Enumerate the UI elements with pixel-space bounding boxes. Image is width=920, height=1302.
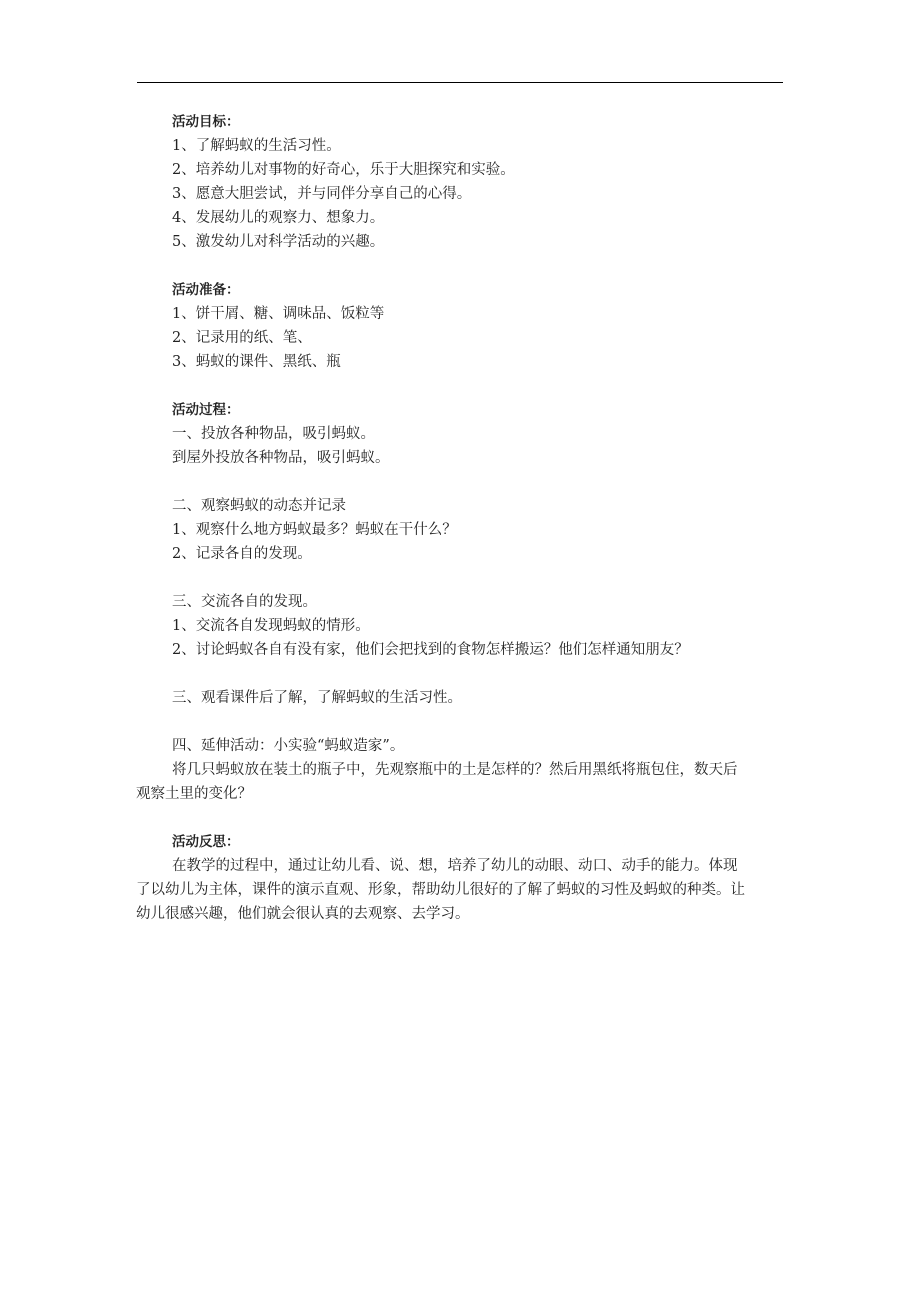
spacer bbox=[172, 806, 784, 830]
process-step-1-detail: 到屋外投放各种物品，吸引蚂蚁。 bbox=[172, 450, 390, 466]
process-step-3-title: 三、交流各自的发现。 bbox=[172, 594, 317, 610]
preparation-item-3: 3、蚂蚁的课件、黑纸、瓶 bbox=[172, 354, 341, 370]
reflection-paragraph: 在教学的过程中，通过让幼儿看、说、想，培养了幼儿的动眼、动口、动手的能力。体现了以幼儿为主体，课件的演示直观、形象，帮助幼儿很好的了解了蚂蚁的习性及蚂蚁的种类。让幼儿很感兴趣，他们就会很认真的去观察、去学习。 bbox=[136, 858, 745, 922]
goal-item-2: 2、培养幼儿对事物的好奇心，乐于大胆探究和实验。 bbox=[172, 162, 515, 178]
reflection-heading: 活动反思： bbox=[172, 834, 240, 850]
goals-heading: 活动目标： bbox=[172, 114, 240, 130]
preparation-item-2: 2、记录用的纸、笔、 bbox=[172, 330, 312, 346]
header-rule bbox=[137, 82, 783, 83]
goal-item-1: 1、了解蚂蚁的生活习性。 bbox=[172, 138, 341, 154]
spacer bbox=[172, 374, 784, 398]
spacer bbox=[172, 470, 784, 494]
goal-item-5: 5、激发幼儿对科学活动的兴趣。 bbox=[172, 234, 385, 250]
process-step-5-paragraph: 将几只蚂蚁放在装土的瓶子中，先观察瓶中的土是怎样的？然后用黑纸将瓶包住，数天后观察土里的变化？ bbox=[136, 762, 738, 802]
process-step-5-title: 四、延伸活动：小实验“蚂蚁造家”。 bbox=[172, 738, 405, 754]
process-heading: 活动过程： bbox=[172, 402, 240, 418]
preparation-heading: 活动准备： bbox=[172, 282, 240, 298]
goal-item-4: 4、发展幼儿的观察力、想象力。 bbox=[172, 210, 385, 226]
process-step-4-title: 三、观看课件后了解，了解蚂蚁的生活习性。 bbox=[172, 690, 462, 706]
process-step-2-item-1: 1、观察什么地方蚂蚁最多？蚂蚁在干什么？ bbox=[172, 522, 457, 538]
spacer bbox=[172, 566, 784, 590]
process-step-3-item-2: 2、讨论蚂蚁各自有没有家，他们会把找到的食物怎样搬运？他们怎样通知朋友？ bbox=[172, 642, 689, 658]
goal-item-3: 3、愿意大胆尝试，并与同伴分享自己的心得。 bbox=[172, 186, 472, 202]
process-step-1-title: 一、投放各种物品，吸引蚂蚁。 bbox=[172, 426, 375, 442]
spacer bbox=[172, 662, 784, 686]
preparation-item-1: 1、饼干屑、糖、调味品、饭粒等 bbox=[172, 306, 385, 322]
spacer bbox=[172, 254, 784, 278]
process-step-2-title: 二、观察蚂蚁的动态并记录 bbox=[172, 498, 346, 514]
process-step-2-item-2: 2、记录各自的发现。 bbox=[172, 546, 312, 562]
process-step-3-item-1: 1、交流各自发现蚂蚁的情形。 bbox=[172, 618, 370, 634]
document-body bbox=[136, 110, 784, 926]
spacer bbox=[172, 710, 784, 734]
